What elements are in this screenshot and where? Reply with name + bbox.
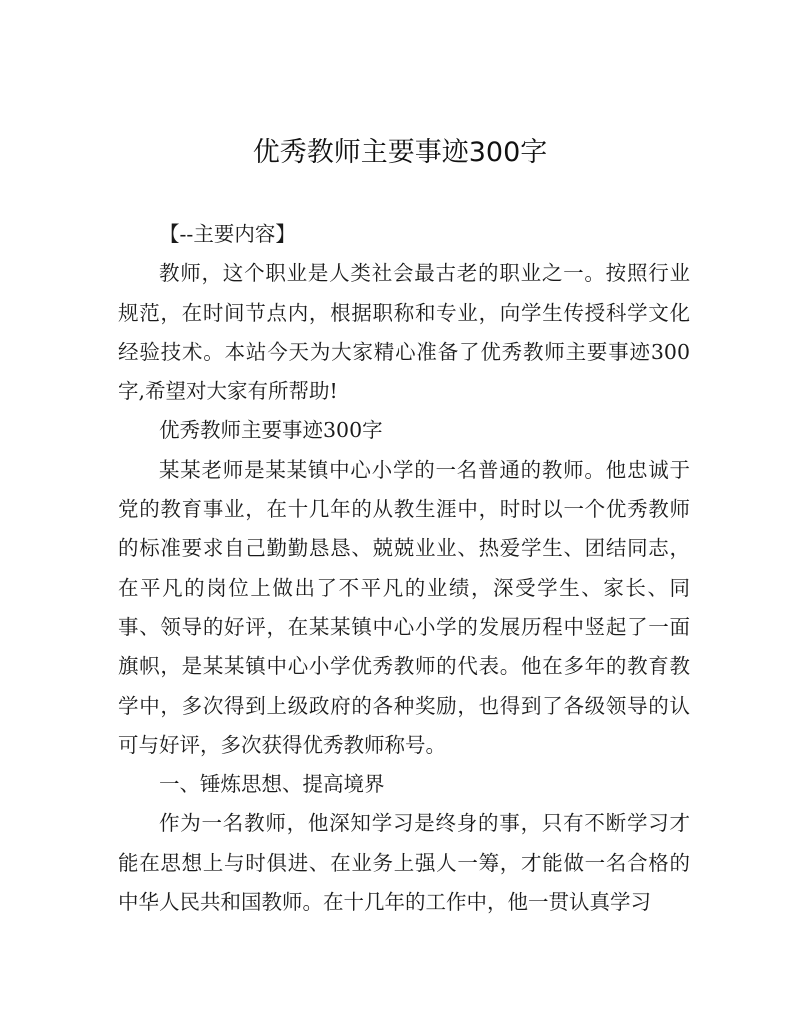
main-paragraph: 某某老师是某某镇中心小学的一名普通的教师。他忠诚于党的教育事业，在十几年的从教生涯中，时时以一个优秀教师的标准要求自己勤勤恳恳、兢兢业业、热爱学生、团结同志，在平凡的岗位上做出了不平凡的业绩，深受学生、家长、同事、领导的好评，在某某镇中心小学的发展历程中竖起了一面旗帜，是某某镇中心小学优秀教师的代表。他在多年的教育教学中，多次得到上级政府的各种奖励，也得到了各级领导的认可与好评，多次获得优秀教师称号。 <box>118 457 690 757</box>
intro-label: 【--主要内容】 <box>159 222 296 246</box>
section-heading: 一、锤炼思想、提高境界 <box>159 772 385 797</box>
document-title: 优秀教师主要事迹300字 <box>252 137 548 168</box>
intro-paragraph: 教师，这个职业是人类社会最古老的职业之一。按照行业规范，在时间节点内，根据职称和专业，向学生传授科学文化经验技术。本站今天为大家精心准备了优秀教师主要事迹300字,希望对大家有所帮助! <box>118 261 690 404</box>
subtitle-paragraph: 优秀教师主要事迹300字 <box>159 418 383 443</box>
document-body <box>118 215 690 922</box>
section-paragraph: 作为一名教师，他深知学习是终身的事，只有不断学习才能在思想上与时俱进、在业务上强人一筹，才能做一名合格的中华人民共和国教师。在十几年的工作中，他一贯认真学习 <box>118 811 690 915</box>
